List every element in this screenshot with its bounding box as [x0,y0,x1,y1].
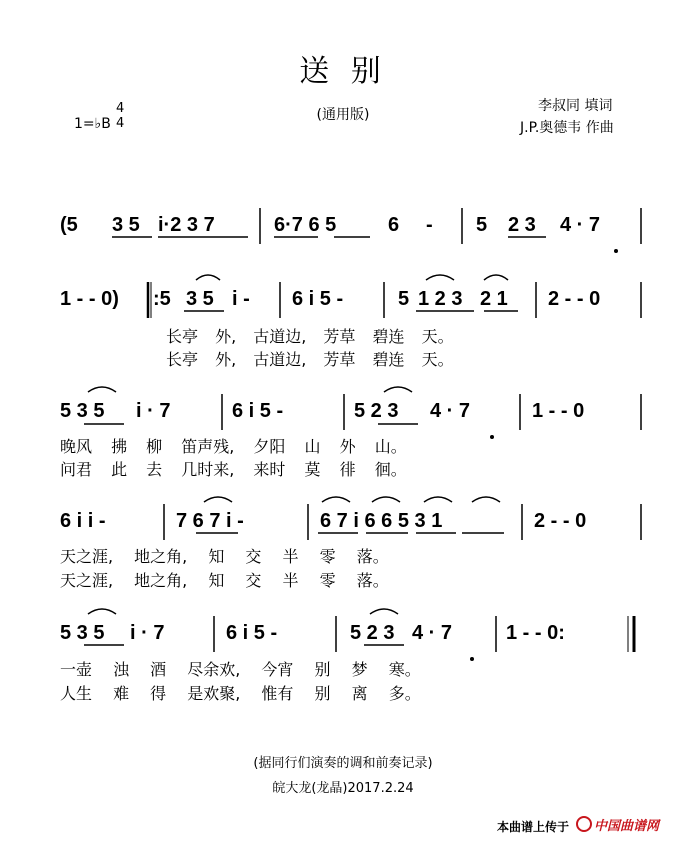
notation-row-1: (5 3 5 i·2 3 7 6·7 6 5 6 - 5 2 3 4 · 7 [60,214,601,236]
lyricist-credit: 李叔同 填词 [538,98,613,114]
logo-icon [576,816,592,832]
lyrics-row-4-verse-2: 天之涯, 地之角, 知 交 半 零 落。 [60,571,389,590]
lyrics-row-3-verse-2: 问君 此 去 几时来, 来时 莫 徘 徊。 [60,460,407,479]
lyrics-row-2-verse-1: 长亭 外, 古道边, 芳草 碧连 天。 [166,327,454,346]
lyrics-row-2-verse-2: 长亭 外, 古道边, 芳草 碧连 天。 [166,350,454,369]
key-signature: 1=♭B [74,116,111,132]
lyrics-row-3-verse-1: 晚风 拂 柳 笛声残, 夕阳 山 外 山。 [60,437,407,456]
site-name: 中国曲谱网 [594,819,660,834]
notation-row-2: 1 - - 0) :5 3 5 i - 6 i 5 - 5 1 2 3 2 1 2 - - 0 [60,288,601,310]
version-label: (通用版) [316,107,370,123]
lyrics-row-5-verse-1: 一壶 浊 酒 尽余欢, 今宵 别 梦 寒。 [60,660,421,679]
notation-row-3: 5 3 5 i · 7 6 i 5 - 5 2 3 4 · 7 1 - - 0 [60,400,585,422]
notation-row-4: 6 i i - 7 6 7 i - 6 7 i 6 6 5 3 1 2 - - 0 [60,510,587,532]
time-signature-top: 4 [116,101,125,116]
lyrics-row-5-verse-2: 人生 难 得 是欢聚, 惟有 别 离 多。 [60,684,421,703]
composer-credit: J.P.奥德韦 作曲 [520,120,614,136]
song-title: 送 别 [299,54,387,89]
lyrics-row-4-verse-1: 天之涯, 地之角, 知 交 半 零 落。 [60,547,389,566]
footer-author-date: 皖大龙(龙晶)2017.2.24 [272,781,414,796]
time-signature-bottom: 4 [116,116,125,131]
site-logo[interactable] [576,815,659,834]
upload-label: 本曲谱上传于 [497,820,570,834]
notation-row-5: 5 3 5 i · 7 6 i 5 - 5 2 3 4 · 7 1 - - 0: [60,622,565,644]
footer-note: (据同行们演奏的调和前奏记录) [253,756,433,771]
